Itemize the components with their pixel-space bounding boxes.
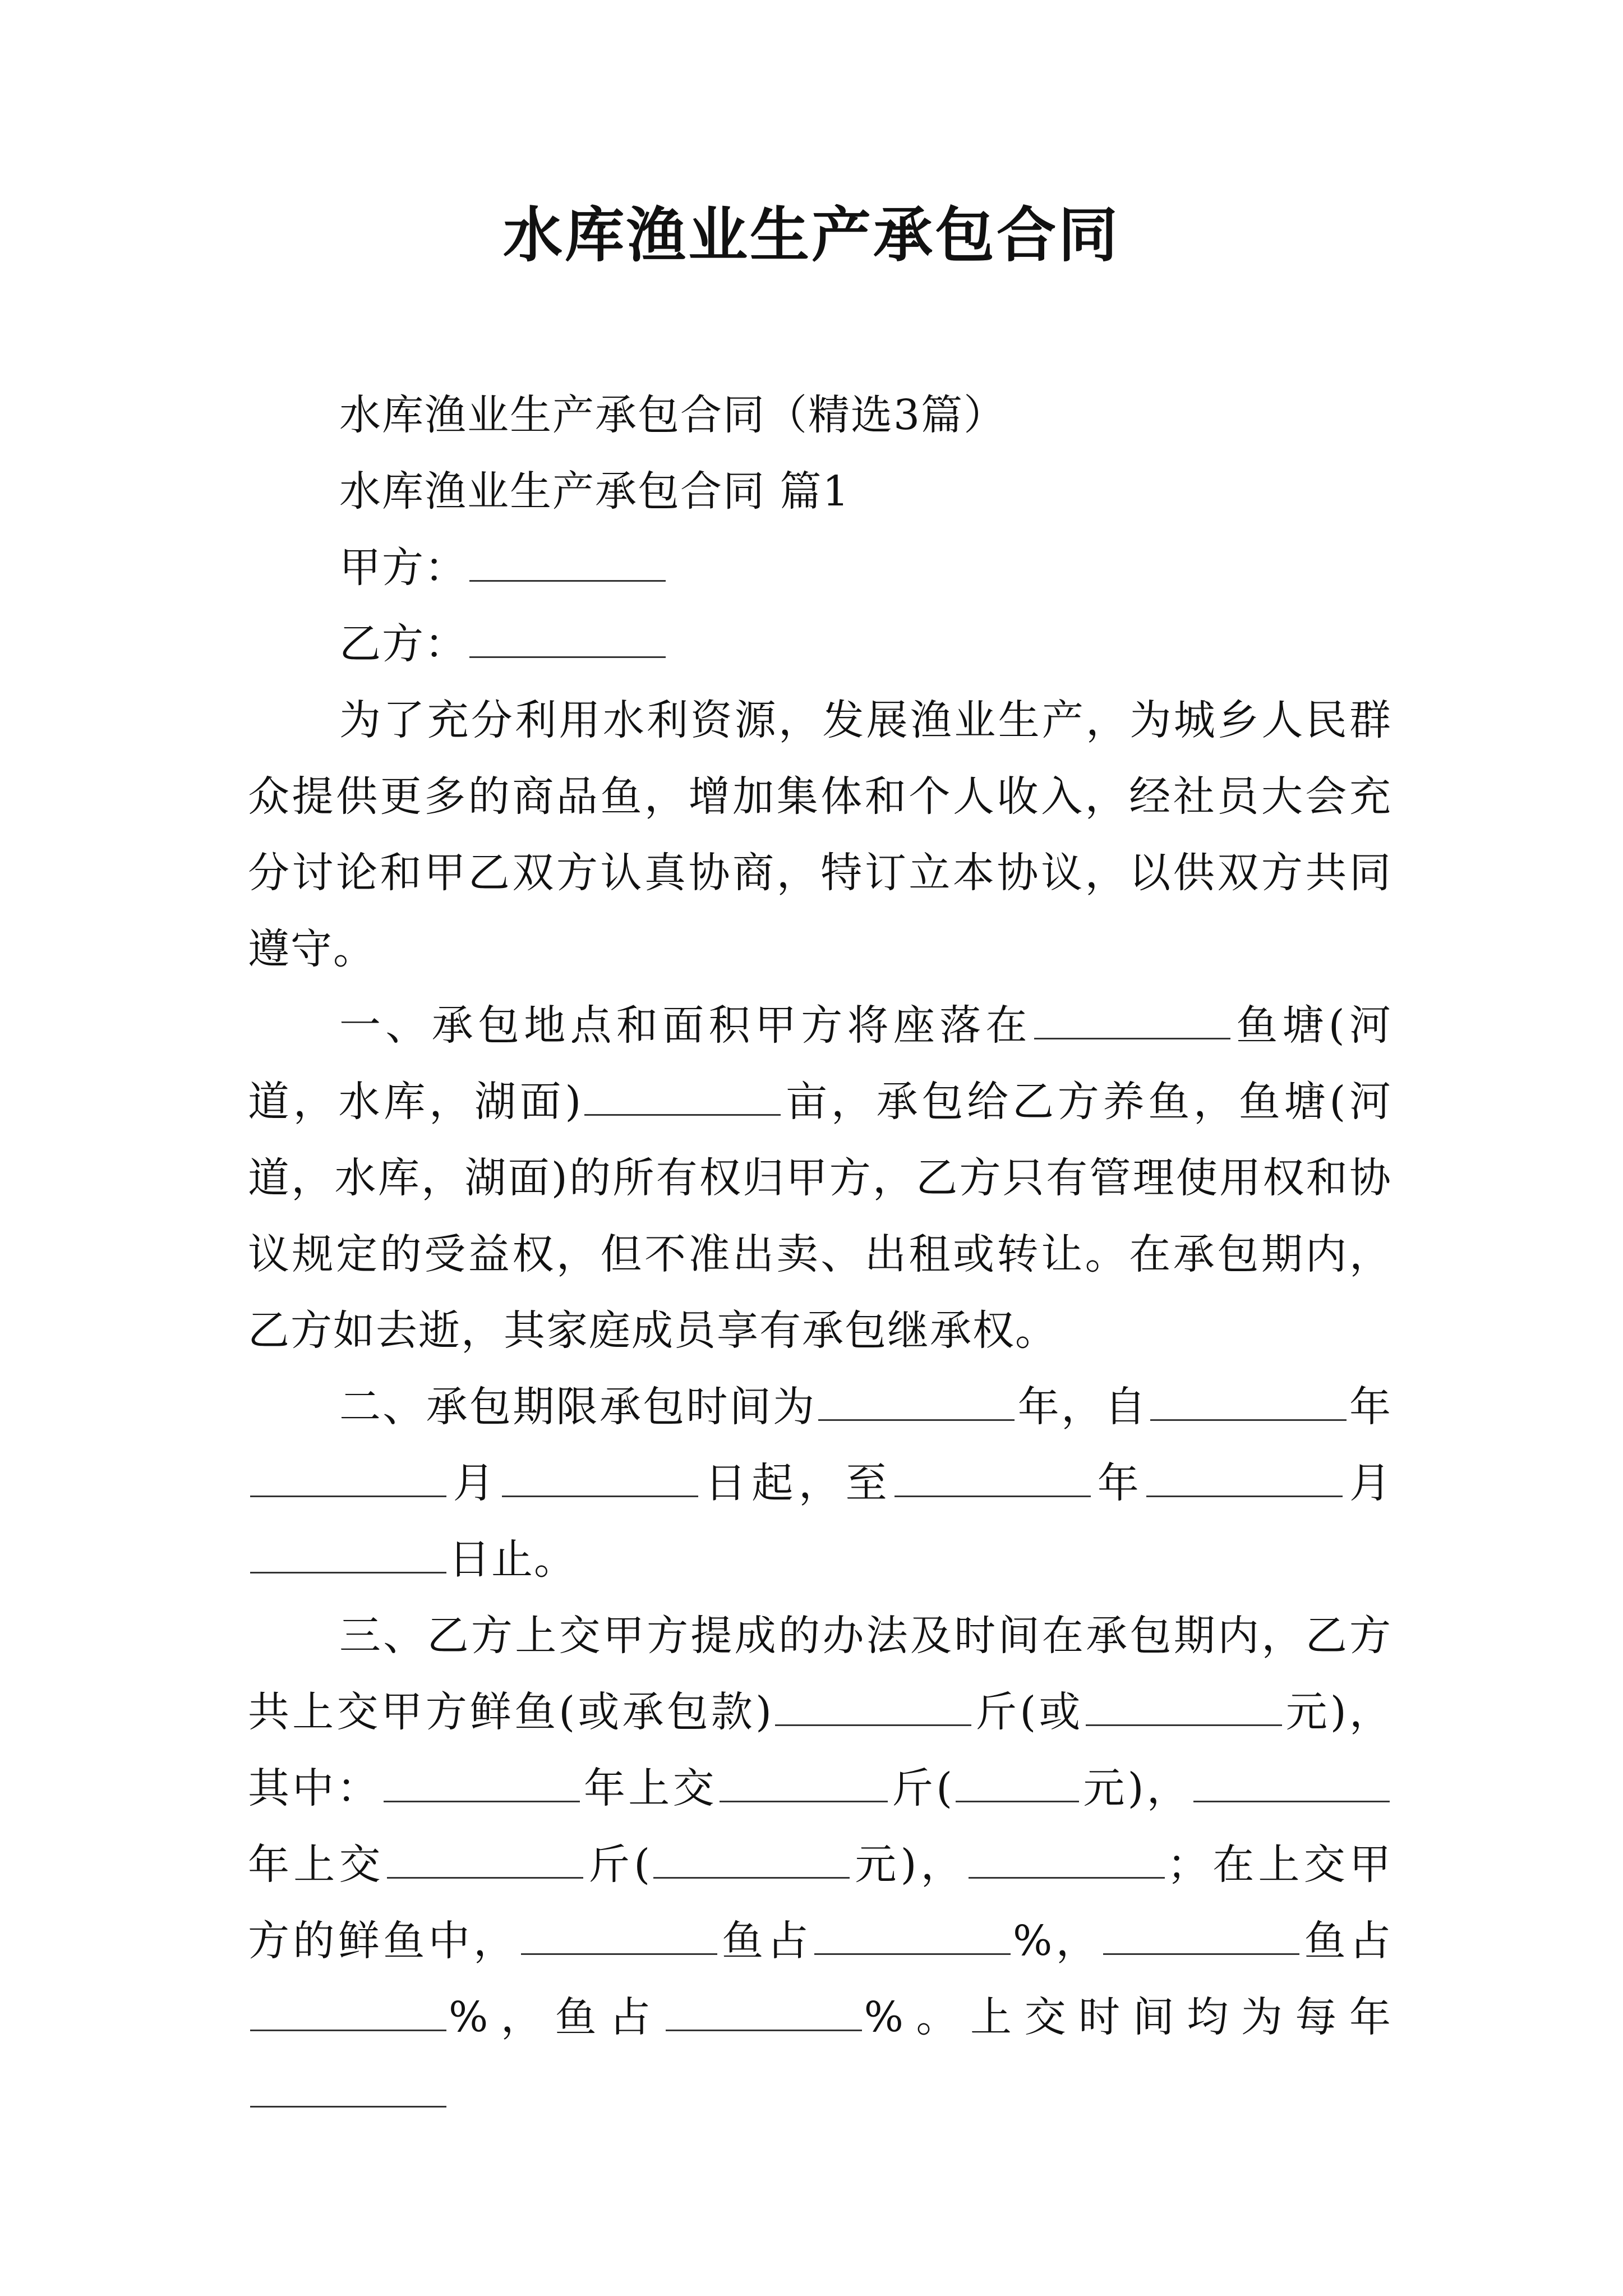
intro-paragraph: 为了充分利用水利资源，发展渔业生产，为城乡人民群众提供更多的商品鱼，增加集体和个人收入，经社员大会充分讨论和甲乙双方认真协商，特订立本协议，以供双方共同遵守。 bbox=[248, 696, 1392, 973]
start-year-blank bbox=[1150, 1382, 1347, 1421]
clause-3-jin-or: 斤(或 bbox=[973, 1688, 1083, 1736]
clause-3-yuan-close-2: 元)， bbox=[1081, 1764, 1191, 1812]
total-yuan-blank bbox=[1086, 1687, 1282, 1726]
party-a-blank bbox=[469, 542, 666, 582]
clause-2-paragraph bbox=[248, 1369, 1392, 1598]
year-1-blank bbox=[384, 1763, 580, 1802]
party-b-label: 乙方： bbox=[339, 620, 467, 668]
end-day-blank bbox=[250, 1534, 446, 1573]
subtitle-line: 水库渔业生产承包合同（精选3篇） bbox=[339, 391, 1007, 439]
clause-3-year-submit-1: 年上交 bbox=[582, 1764, 717, 1812]
clause-3-paragraph bbox=[248, 1598, 1392, 2132]
submit-date-blank bbox=[250, 2068, 446, 2108]
clause-1-paragraph bbox=[248, 987, 1392, 1369]
clause-3-yuan-close-1: 元)， bbox=[1284, 1688, 1392, 1736]
clause-3-pct-2: %， bbox=[449, 1993, 555, 2041]
location-blank bbox=[1034, 1000, 1230, 1039]
year-2-yuan-blank bbox=[653, 1839, 850, 1879]
clause-2-text-a: 二、承包期限承包时间为 bbox=[339, 1383, 817, 1431]
total-fish-blank bbox=[775, 1687, 971, 1726]
year-2-blank bbox=[1193, 1763, 1390, 1802]
clause-1-text-a: 一、承包地点和面积甲方将座落在 bbox=[339, 1001, 1032, 1050]
party-a-line bbox=[248, 530, 1392, 606]
year-1-yuan-blank bbox=[956, 1763, 1079, 1802]
clause-2-year-2: 年 bbox=[1348, 1383, 1392, 1431]
clause-3-jin-open-1: 斤( bbox=[889, 1764, 954, 1812]
start-month-blank bbox=[250, 1458, 446, 1497]
end-year-blank bbox=[895, 1458, 1091, 1497]
clause-1-text-b: 鱼塘(河道，水库，湖面) bbox=[248, 1001, 1393, 1126]
clause-3-pct-3: %。上交时间均为每年 bbox=[864, 1993, 1392, 2041]
document-title: 水库渔业生产承包合同 bbox=[503, 200, 1120, 270]
clause-3-text-a: 三、乙方上交甲方提成的办法及时间在承包期内，乙方共上交甲方鲜鱼(或承包款) bbox=[248, 1612, 1392, 1736]
clause-3-fish-share-1: 鱼占 bbox=[719, 1917, 812, 1965]
fish-pct-2-blank bbox=[250, 1992, 446, 2031]
fish-pct-3-blank bbox=[666, 1992, 862, 2031]
fish-pct-1-blank bbox=[814, 1916, 1011, 1955]
clause-3-fish-share-3: 鱼占 bbox=[555, 1993, 663, 2041]
clause-3-of-which: 其中： bbox=[248, 1764, 381, 1812]
start-day-blank bbox=[502, 1458, 698, 1497]
year-2-jin-blank bbox=[387, 1839, 583, 1879]
clause-2-day-end: 日止。 bbox=[449, 1535, 577, 1584]
year-1-jin-blank bbox=[720, 1763, 888, 1802]
clause-2-month-2: 月 bbox=[1345, 1459, 1393, 1507]
party-b-blank bbox=[469, 619, 666, 658]
clause-2-month-1: 月 bbox=[449, 1459, 500, 1507]
end-month-blank bbox=[1146, 1458, 1343, 1497]
clause-3-semicolon-tail: ；在上交甲方的鲜鱼中， bbox=[248, 1841, 1392, 1965]
party-b-line bbox=[248, 606, 1392, 682]
clause-3-year-submit-2: 年上交 bbox=[248, 1841, 385, 1889]
clause-2-from: ，自 bbox=[1061, 1383, 1148, 1431]
clause-3-pct-1: %， bbox=[1012, 1917, 1101, 1965]
year-2-extra-blank bbox=[969, 1839, 1165, 1879]
clause-3-jin-open-2: 斤( bbox=[585, 1841, 652, 1889]
clause-3-fish-share-2: 鱼占 bbox=[1302, 1917, 1392, 1965]
clause-2-year-1: 年 bbox=[1017, 1383, 1062, 1431]
fish-type-1-blank bbox=[521, 1916, 717, 1955]
term-years-blank bbox=[818, 1382, 1015, 1421]
fish-type-2-blank bbox=[1103, 1916, 1299, 1955]
clause-3-yuan-close-3: 元)， bbox=[852, 1841, 966, 1889]
clause-2-year-3: 年 bbox=[1093, 1459, 1145, 1507]
party-a-label: 甲方： bbox=[339, 544, 467, 592]
clause-1-text-c: 亩，承包给乙方养鱼，鱼塘(河道，水库，湖面)的所有权归甲方，乙方只有管理使用权和协议规定的受益权，但不准出卖、出租或转让。在承包期内，乙方如去逝，其家庭成员享有承包继承权。 bbox=[248, 1078, 1392, 1355]
clause-2-day-start: 日起，至 bbox=[700, 1459, 893, 1507]
document-body bbox=[248, 377, 1392, 2132]
section-heading: 水库渔业生产承包合同 篇1 bbox=[339, 467, 850, 516]
area-blank bbox=[584, 1076, 781, 1116]
